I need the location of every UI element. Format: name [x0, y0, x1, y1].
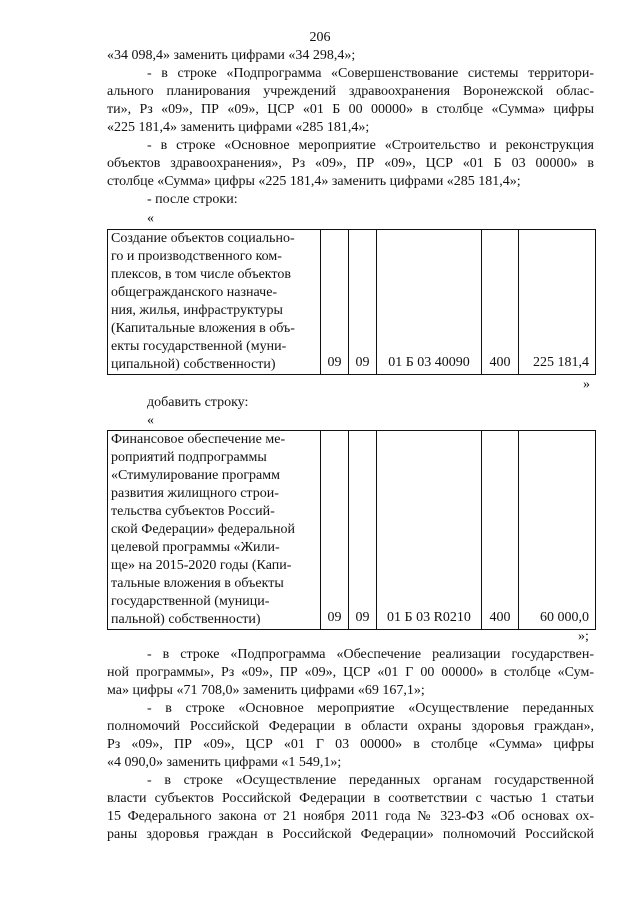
- text-line: - после строки:: [147, 192, 238, 207]
- name-line: целевой программы «Жили-: [111, 540, 280, 555]
- budget-table-1: [107, 229, 596, 375]
- text-line: «225 181,4» заменить цифрами «285 181,4»;: [107, 120, 370, 135]
- text-line: - в строке «Подпрограмма «Совершенствование системы территори-: [147, 66, 594, 81]
- text-line: «4 090,0» заменить цифрами «1 549,1»;: [107, 755, 342, 770]
- name-line: тальные вложения в объекты: [111, 576, 284, 591]
- rz-cell: 09: [321, 230, 349, 375]
- name-line: (Капитальные вложения в объ-: [111, 321, 295, 336]
- vr-cell: 400: [482, 431, 519, 630]
- sum-cell: 60 000,0: [519, 431, 596, 630]
- name-line: Финансовое обеспечение ме-: [111, 432, 286, 447]
- name-line: тельства субъектов Россий-: [111, 504, 275, 519]
- open-quote: «: [147, 211, 154, 226]
- text-line: столбце «Сумма» цифры «225 181,4» заменить цифрами «285 181,4»;: [107, 174, 521, 189]
- add-row-label: добавить строку:: [147, 395, 249, 410]
- name-line: развития жилищного строи-: [111, 486, 279, 501]
- name-line: ще» на 2015-2020 годы (Капи-: [111, 558, 292, 573]
- page-number: 206: [309, 30, 331, 45]
- text-line: - в строке «Основное мероприятие «Строительство и реконструкция: [147, 138, 594, 153]
- name-line: «Стимулирование программ: [111, 468, 280, 483]
- table-row: [108, 431, 596, 630]
- name-line: плексов, в том числе объектов: [111, 267, 291, 282]
- text-line: - в строке «Подпрограмма «Обеспечение реализации государствен-: [147, 647, 594, 662]
- text-line: ального планирования учреждений здравоохранения Воронежской облас-: [107, 84, 594, 99]
- row-name-cell: [108, 431, 321, 630]
- name-line: екты государственной (муни-: [111, 339, 287, 354]
- name-line: пальной) собственности): [111, 612, 261, 627]
- close-quote: »;: [578, 629, 589, 644]
- open-quote: «: [147, 413, 154, 428]
- text-line: полномочий Российской Федерации в области охраны здоровья граждан»,: [107, 719, 594, 734]
- rz-cell: 09: [321, 431, 349, 630]
- text-line: ной программы», Рз «09», ПР «09», ЦСР «01 Г 00 00000» в столбце «Сум-: [107, 665, 594, 680]
- pr-cell: 09: [349, 431, 377, 630]
- name-line: общегражданского назначе-: [111, 285, 278, 300]
- text-line: - в строке «Осуществление переданных органам государственной: [147, 773, 594, 788]
- text-line: Рз «09», ПР «09», ЦСР «01 Г 03 00000» в столбце «Сумма» цифры: [107, 737, 594, 752]
- budget-table-2: [107, 430, 596, 630]
- row-name-cell: [108, 230, 321, 375]
- text-line: - в строке «Основное мероприятие «Осуществление переданных: [147, 701, 594, 716]
- close-quote: »: [583, 377, 590, 392]
- name-line: государственной (муници-: [111, 594, 270, 609]
- name-line: ния, жилья, инфраструктуры: [111, 303, 283, 318]
- text-line: раны здоровья граждан в Российской Федерации» полномочий Российской: [107, 827, 594, 842]
- text-line: «34 098,4» заменить цифрами «34 298,4»;: [107, 48, 356, 63]
- csr-cell: 01 Б 03 40090: [377, 230, 482, 375]
- csr-cell: 01 Б 03 R0210: [377, 431, 482, 630]
- text-line: власти субъектов Российской Федерации в соответствии с частью 1 статьи: [107, 791, 594, 806]
- vr-cell: 400: [482, 230, 519, 375]
- name-line: го и производственного ком-: [111, 249, 282, 264]
- name-line: ципальной) собственности): [111, 357, 276, 372]
- text-line: 15 Федерального закона от 21 ноября 2011 года № 323-ФЗ «Об основах ох-: [107, 809, 594, 824]
- sum-cell: 225 181,4: [519, 230, 596, 375]
- text-line: ма» цифры «71 708,0» заменить цифрами «69 167,1»;: [107, 683, 425, 698]
- name-line: Создание объектов социально-: [111, 231, 295, 246]
- text-line: ти», Рз «09», ПР «09», ЦСР «01 Б 00 00000» в столбце «Сумма» цифры: [107, 102, 594, 117]
- name-line: ской Федерации» федеральной: [111, 522, 296, 537]
- text-line: объектов здравоохранения», Рз «09», ПР «09», ЦСР «01 Б 03 00000» в: [107, 156, 594, 171]
- table-row: [108, 230, 596, 375]
- pr-cell: 09: [349, 230, 377, 375]
- name-line: роприятий подпрограммы: [111, 450, 267, 465]
